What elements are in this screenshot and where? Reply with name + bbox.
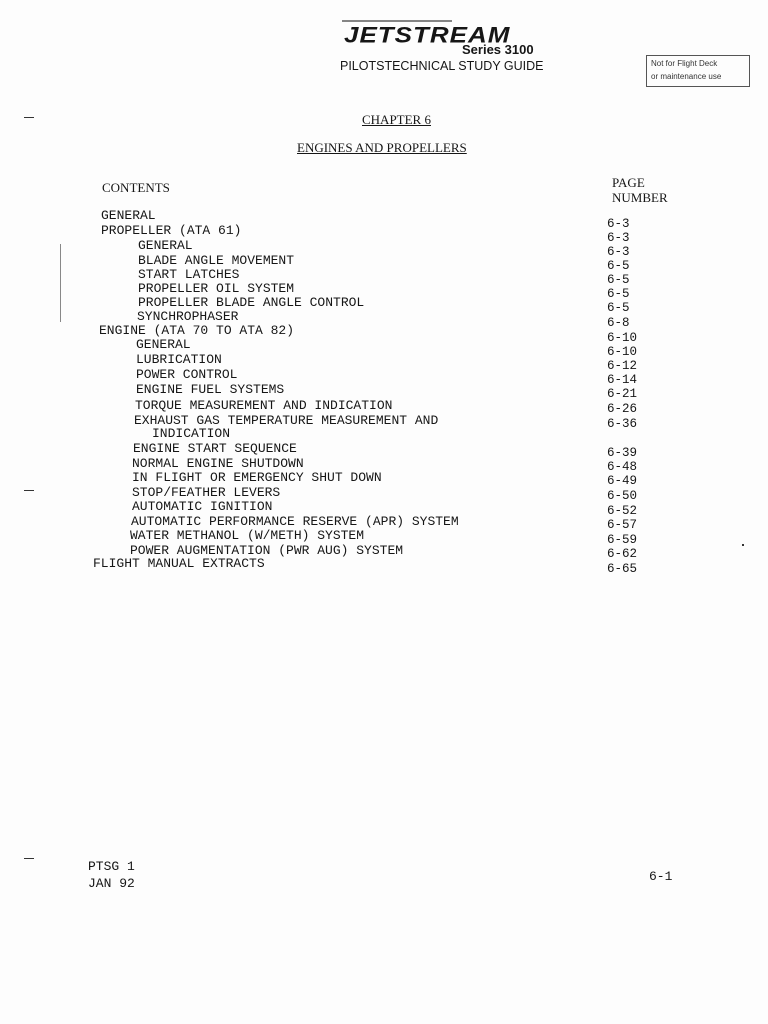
not-for-flight-deck-stamp — [646, 55, 750, 87]
toc-entry: STOP/FEATHER LEVERS — [132, 485, 281, 500]
margin-mark — [24, 490, 34, 491]
toc-page: 6-57 — [607, 518, 638, 532]
toc-entry: PROPELLER BLADE ANGLE CONTROL — [138, 295, 365, 310]
toc-entry: ENGINE FUEL SYSTEMS — [136, 382, 285, 397]
toc-entry: GENERAL — [138, 238, 193, 253]
toc-entry: GENERAL — [101, 208, 156, 223]
speck-mark — [742, 544, 744, 546]
margin-mark — [24, 117, 34, 118]
toc-entry: PROPELLER (ATA 61) — [101, 223, 242, 238]
series-label: Series 3100 — [462, 42, 534, 57]
toc-entry: EXHAUST GAS TEMPERATURE MEASUREMENT AND — [134, 413, 439, 428]
toc-entry: PROPELLER OIL SYSTEM — [138, 281, 295, 296]
footer-page-number: 6-1 — [649, 869, 673, 884]
toc-page: 6-3 — [607, 245, 630, 259]
chapter-subtitle: ENGINES AND PROPELLERS — [297, 140, 467, 155]
margin-mark — [24, 858, 34, 859]
toc-entry: INDICATION — [152, 426, 231, 441]
toc-entry: SYNCHROPHASER — [137, 309, 239, 324]
toc-entry: START LATCHES — [138, 267, 240, 282]
toc-page: 6-36 — [607, 417, 638, 431]
toc-entry: POWER AUGMENTATION (PWR AUG) SYSTEM — [130, 543, 404, 558]
chapter-title: CHAPTER 6 — [362, 112, 431, 127]
toc-page: 6-14 — [607, 373, 638, 387]
toc-page: 6-8 — [607, 316, 630, 330]
brand-logo: JETSTREAM — [344, 22, 511, 48]
toc-entry: TORQUE MEASUREMENT AND INDICATION — [135, 398, 393, 413]
toc-entry: AUTOMATIC PERFORMANCE RESERVE (APR) SYSTEM — [131, 514, 459, 529]
toc-page: 6-65 — [607, 562, 638, 576]
footer-doc-code: PTSG 1 — [88, 859, 135, 874]
toc-page: 6-5 — [607, 259, 630, 273]
stamp-line-1: Not for Flight Deck — [651, 59, 718, 68]
guide-title: PILOTSTECHNICAL STUDY GUIDE — [340, 59, 544, 73]
contents-heading: CONTENTS — [102, 180, 170, 195]
toc-entry: ENGINE START SEQUENCE — [133, 441, 297, 456]
footer-date: JAN 92 — [88, 876, 135, 891]
toc-page: 6-3 — [607, 217, 630, 231]
toc-page: 6-26 — [607, 402, 638, 416]
toc-page: 6-48 — [607, 460, 638, 474]
toc-page: 6-62 — [607, 547, 638, 561]
toc-entry: NORMAL ENGINE SHUTDOWN — [132, 456, 304, 471]
toc-page: 6-3 — [607, 231, 630, 245]
toc-entry: IN FLIGHT OR EMERGENCY SHUT DOWN — [132, 470, 382, 485]
toc-page: 6-10 — [607, 331, 638, 345]
toc-page: 6-49 — [607, 474, 638, 488]
stamp-line-2: or maintenance use — [651, 72, 722, 81]
toc-page: 6-52 — [607, 504, 638, 518]
page-number-heading: PAGE NUMBER — [612, 175, 668, 205]
toc-page: 6-39 — [607, 446, 638, 460]
toc-entry: POWER CONTROL — [136, 367, 238, 382]
toc-page: 6-5 — [607, 287, 630, 301]
margin-rule — [60, 244, 61, 322]
toc-entry: WATER METHANOL (W/METH) SYSTEM — [130, 528, 365, 543]
toc-page: 6-5 — [607, 301, 630, 315]
toc-entry: FLIGHT MANUAL EXTRACTS — [93, 556, 265, 571]
toc-page: 6-5 — [607, 273, 630, 287]
toc-page: 6-21 — [607, 387, 638, 401]
toc-entry: AUTOMATIC IGNITION — [132, 499, 273, 514]
toc-entry: LUBRICATION — [136, 352, 222, 367]
toc-page: 6-50 — [607, 489, 638, 503]
toc-entry: GENERAL — [136, 337, 191, 352]
toc-entry: BLADE ANGLE MOVEMENT — [138, 253, 295, 268]
toc-page: 6-12 — [607, 359, 638, 373]
toc-entry: ENGINE (ATA 70 TO ATA 82) — [99, 323, 295, 338]
toc-page: 6-10 — [607, 345, 638, 359]
toc-page: 6-59 — [607, 533, 638, 547]
